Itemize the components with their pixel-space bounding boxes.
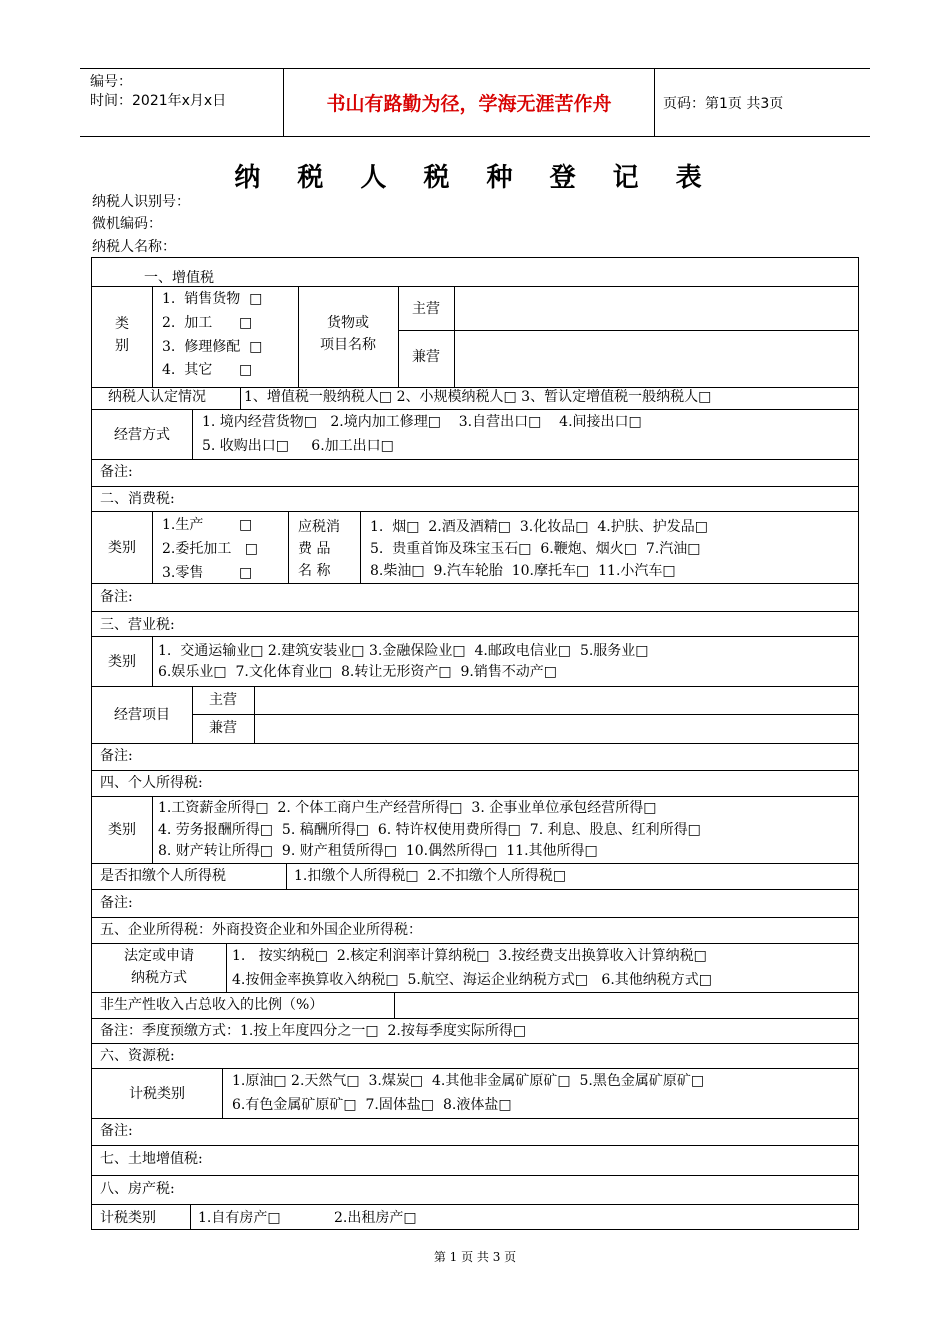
header-left bbox=[90, 73, 280, 111]
business-note: 备注: bbox=[100, 748, 133, 764]
vat-goods-label: 货物或 项目名称 bbox=[320, 315, 376, 353]
personal-category-label: 类别 bbox=[108, 822, 136, 838]
micro-code-label: 微机编码： bbox=[92, 216, 162, 232]
consumption-line1[interactable]: 1. 烟□ 2.酒及酒精□ 3.化妆品□ 4.护肤、护发品□ bbox=[370, 519, 708, 535]
business-category-label: 类别 bbox=[108, 654, 136, 670]
enterprise-line1[interactable]: 1. 按实纳税□ 2.核定利润率计算纳税□ 3.按经费支出换算收入计算纳税□ bbox=[232, 948, 707, 964]
vat-item-1[interactable]: 1. 销售货物 □ bbox=[162, 291, 263, 307]
vat-mode-line1[interactable]: 1. 境内经营货物□ 2.境内加工修理□ 3.自营出口□ 4.间接出口□ bbox=[202, 414, 642, 430]
enterprise-ratio-input[interactable] bbox=[396, 994, 856, 1016]
consumption-line3[interactable]: 8.柴油□ 9.汽车轮胎 10.摩托车□ 11.小汽车□ bbox=[370, 563, 676, 579]
document-header bbox=[80, 68, 870, 137]
enterprise-line2[interactable]: 4.按佣金率换算收入纳税□ 5.航空、海运企业纳税方式□ 6.其他纳税方式□ bbox=[232, 972, 713, 988]
page-footer: 第 1 页 共 3 页 bbox=[433, 1250, 517, 1264]
consumption-section-title: 二、消费税: bbox=[100, 491, 175, 507]
resource-category-label: 计税类别 bbox=[129, 1086, 185, 1102]
vat-item-3[interactable]: 3. 修理修配 □ bbox=[162, 339, 263, 355]
personal-line1[interactable]: 1.工资薪金所得□ 2. 个体工商户生产经营所得□ 3. 企事业单位承包经营所得□ bbox=[158, 800, 657, 816]
taxpayer-id-label: 纳税人识别号： bbox=[92, 194, 190, 210]
registration-form bbox=[91, 257, 859, 1230]
resource-note: 备注: bbox=[100, 1123, 133, 1139]
consumption-item-2[interactable]: 2.委托加工 □ bbox=[162, 541, 258, 557]
page-title: 纳 税 人 税 种 登 记 表 bbox=[234, 163, 716, 193]
enterprise-ratio-label: 非生产性收入占总收入的比例（%） bbox=[100, 997, 324, 1013]
resource-line2[interactable]: 6.有色金属矿原矿□ 7.固体盐□ 8.液体盐□ bbox=[232, 1097, 512, 1113]
property-value[interactable]: 1.自有房产□ 2.出租房产□ bbox=[198, 1210, 417, 1226]
taxpayer-name-label: 纳税人名称： bbox=[92, 239, 176, 255]
resource-section-title: 六、资源税: bbox=[100, 1048, 175, 1064]
enterprise-section-title: 五、企业所得税：外商投资企业和外国企业所得税： bbox=[100, 922, 422, 938]
business-project-label: 经营项目 bbox=[114, 707, 170, 723]
vat-item-4[interactable]: 4. 其它 □ bbox=[162, 362, 253, 378]
vat-category-label: 类 别 bbox=[115, 316, 129, 354]
resource-line1[interactable]: 1.原油□ 2.天然气□ 3.煤炭□ 4.其他非金属矿原矿□ 5.黑色金属矿原矿□ bbox=[232, 1073, 705, 1089]
business-line2[interactable]: 6.娱乐业□ 7.文化体育业□ 8.转让无形资产□ 9.销售不动产□ bbox=[158, 664, 558, 680]
business-side-label: 兼营 bbox=[209, 720, 237, 736]
code-label: 编号： bbox=[90, 74, 132, 90]
personal-withhold-value[interactable]: 1.扣缴个人所得税□ 2.不扣缴个人所得税□ bbox=[294, 868, 567, 884]
vat-mode-label: 经营方式 bbox=[114, 427, 170, 443]
vat-recog-value[interactable]: 1、增值税一般纳税人□ 2、小规模纳税人□ 3、暂认定增值税一般纳税人□ bbox=[244, 389, 712, 405]
consumption-item-1[interactable]: 1.生产 □ bbox=[162, 517, 253, 533]
land-section-title: 七、土地增值税: bbox=[100, 1151, 203, 1167]
vat-mode-line2[interactable]: 5. 收购出口□ 6.加工出口□ bbox=[202, 438, 394, 454]
personal-line3[interactable]: 8. 财产转让所得□ 9. 财产租赁所得□ 10.偶然所得□ 11.其他所得□ bbox=[158, 843, 598, 859]
vat-recog-label: 纳税人认定情况 bbox=[108, 389, 206, 405]
property-section-title: 八、房产税: bbox=[100, 1181, 175, 1197]
time-label: 时间：2021年x月x日 bbox=[90, 93, 227, 109]
consumption-goods-label: 应税消 费 品 名 称 bbox=[298, 519, 340, 579]
vat-note: 备注: bbox=[100, 464, 133, 480]
consumption-category-label: 类别 bbox=[108, 540, 136, 556]
personal-section-title: 四、个人所得税: bbox=[100, 775, 203, 791]
page-label: 页码：第1页 共3页 bbox=[663, 95, 784, 112]
vat-main-label: 主营 bbox=[412, 301, 440, 317]
personal-note: 备注: bbox=[100, 895, 133, 911]
personal-withhold-label: 是否扣缴个人所得税 bbox=[100, 868, 226, 884]
vat-section-title: 一、增值税 bbox=[144, 270, 214, 286]
enterprise-note[interactable]: 备注：季度预缴方式：1.按上年度四分之一□ 2.按每季度实际所得□ bbox=[100, 1023, 527, 1039]
consumption-note: 备注: bbox=[100, 589, 133, 605]
consumption-line2[interactable]: 5. 贵重首饰及珠宝玉石□ 6.鞭炮、烟火□ 7.汽油□ bbox=[370, 541, 701, 557]
vat-item-2[interactable]: 2. 加工 □ bbox=[162, 315, 253, 331]
vat-side-label: 兼营 bbox=[412, 349, 440, 365]
business-main-label: 主营 bbox=[209, 692, 237, 708]
motto: 书山有路勤为径，学海无涯苦作舟 bbox=[283, 69, 655, 136]
business-section-title: 三、营业税: bbox=[100, 617, 175, 633]
enterprise-method-label: 法定或申请 纳税方式 bbox=[124, 948, 194, 986]
business-line1[interactable]: 1. 交通运输业□ 2.建筑安装业□ 3.金融保险业□ 4.邮政电信业□ 5.服务业□ bbox=[158, 643, 649, 659]
personal-line2[interactable]: 4. 劳务报酬所得□ 5. 稿酬所得□ 6. 特许权使用费所得□ 7. 利息、股息、红利所得□ bbox=[158, 822, 701, 838]
consumption-item-3[interactable]: 3.零售 □ bbox=[162, 565, 253, 581]
property-category-label: 计税类别 bbox=[100, 1210, 156, 1226]
